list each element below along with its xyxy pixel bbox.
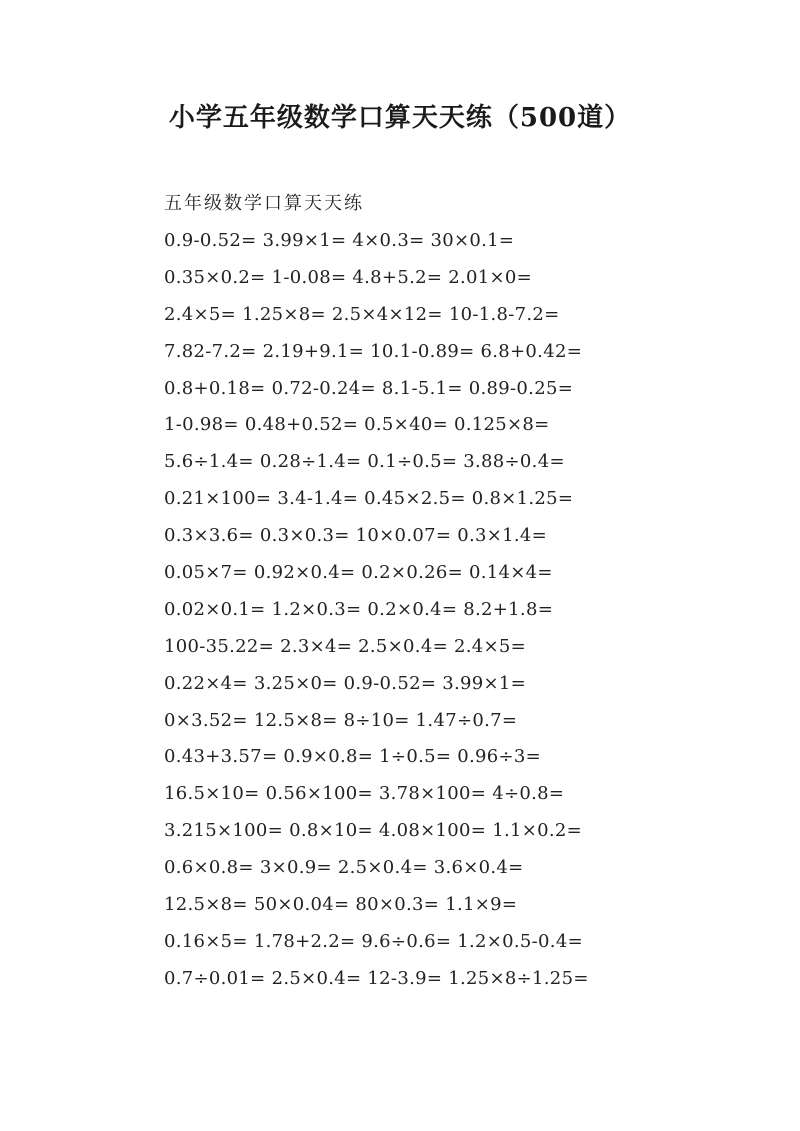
- problem-line: 12.5×8= 50×0.04= 80×0.3= 1.1×9=: [164, 894, 518, 916]
- problem-line: 100-35.22= 2.3×4= 2.5×0.4= 2.4×5=: [164, 635, 527, 657]
- problem-line: 16.5×10= 0.56×100= 3.78×100= 4÷0.8=: [164, 783, 565, 805]
- section-heading: 五年级数学口算天天练: [164, 193, 364, 214]
- problem-line: 0.35×0.2= 1-0.08= 4.8+5.2= 2.01×0=: [164, 266, 533, 288]
- problem-line: 0.9-0.52= 3.99×1= 4×0.3= 30×0.1=: [164, 230, 515, 251]
- document-body: [164, 190, 764, 1001]
- problem-line: 0.6×0.8= 3×0.9= 2.5×0.4= 3.6×0.4=: [164, 857, 524, 879]
- problem-line: 7.82-7.2= 2.19+9.1= 10.1-0.89= 6.8+0.42=: [164, 340, 583, 362]
- problem-line: 0.02×0.1= 1.2×0.3= 0.2×0.4= 8.2+1.8=: [164, 598, 554, 620]
- problem-line: 0.16×5= 1.78+2.2= 9.6÷0.6= 1.2×0.5-0.4=: [164, 930, 583, 952]
- problem-line: 0.43+3.57= 0.9×0.8= 1÷0.5= 0.96÷3=: [164, 746, 542, 768]
- problem-line: 3.215×100= 0.8×10= 4.08×100= 1.1×0.2=: [164, 820, 583, 842]
- problem-line: 0.21×100= 3.4-1.4= 0.45×2.5= 0.8×1.25=: [164, 488, 574, 510]
- problem-line: 0.7÷0.01= 2.5×0.4= 12-3.9= 1.25×8÷1.25=: [164, 967, 589, 989]
- problem-line: 1-0.98= 0.48+0.52= 0.5×40= 0.125×8=: [164, 414, 550, 436]
- problem-line: 0×3.52= 12.5×8= 8÷10= 1.47÷0.7=: [164, 709, 518, 731]
- problem-line: 0.22×4= 3.25×0= 0.9-0.52= 3.99×1=: [164, 672, 527, 694]
- document-title: 小学五年级数学口算天天练（500道）: [168, 103, 632, 133]
- problem-line: 0.3×3.6= 0.3×0.3= 10×0.07= 0.3×1.4=: [164, 525, 548, 547]
- problem-line: 0.05×7= 0.92×0.4= 0.2×0.26= 0.14×4=: [164, 562, 553, 584]
- problem-line: 0.8+0.18= 0.72-0.24= 8.1-5.1= 0.89-0.25=: [164, 377, 574, 399]
- problem-list: [164, 226, 764, 1001]
- problem-line: 5.6÷1.4= 0.28÷1.4= 0.1÷0.5= 3.88÷0.4=: [164, 451, 565, 473]
- problem-line: 2.4×5= 1.25×8= 2.5×4×12= 10-1.8-7.2=: [164, 303, 560, 325]
